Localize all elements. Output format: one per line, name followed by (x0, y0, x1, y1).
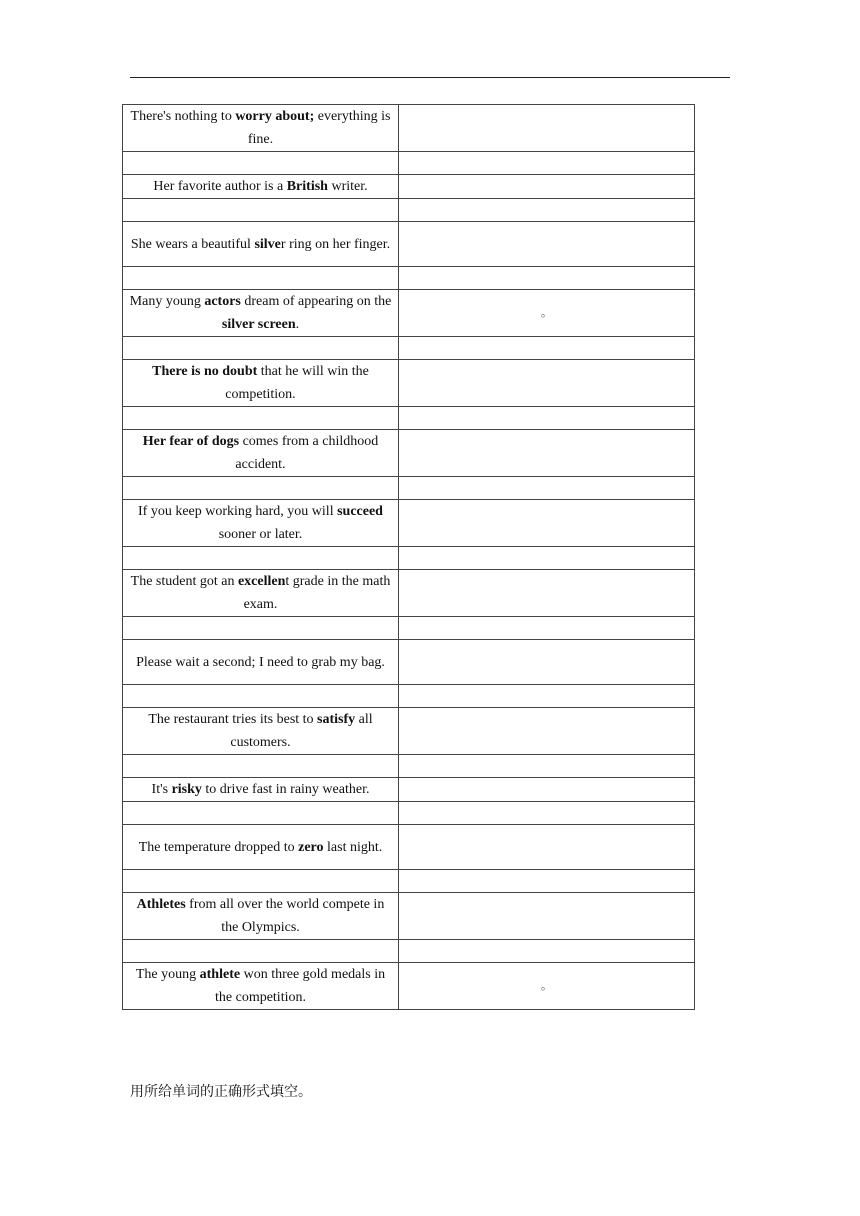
sentence-cell (123, 893, 399, 940)
sentence-cell (123, 175, 399, 199)
sentence-text: last night. (323, 839, 383, 855)
sentence-text: Please wait a second; I need to grab my bag. (136, 654, 385, 670)
spacer-row (123, 407, 695, 430)
spacer-cell (399, 940, 695, 963)
spacer-row (123, 337, 695, 360)
answer-cell (399, 570, 695, 617)
sentence-row (123, 963, 695, 1010)
answer-cell (399, 778, 695, 802)
sentence-cell (123, 222, 399, 267)
sentence-cell (123, 708, 399, 755)
answer-cell (399, 430, 695, 477)
spacer-cell (399, 407, 695, 430)
sentence-cell (123, 105, 399, 152)
spacer-cell (399, 617, 695, 640)
answer-cell (399, 708, 695, 755)
sentence-row (123, 500, 695, 547)
vocabulary-table (122, 104, 695, 1010)
spacer-cell (123, 802, 399, 825)
sentence-text: t grade in the math exam. (243, 574, 391, 612)
sentence-cell (123, 825, 399, 870)
spacer-cell (399, 755, 695, 778)
sentence-text: to drive fast in rainy weather. (201, 782, 370, 797)
sentence-text: The student got an (130, 574, 238, 589)
spacer-cell (123, 940, 399, 963)
spacer-row (123, 199, 695, 222)
sentence-row (123, 175, 695, 199)
instruction-text: 用所给单词的正确形式填空。 (130, 1084, 312, 1100)
spacer-cell (399, 547, 695, 570)
spacer-cell (123, 685, 399, 708)
sentence-row (123, 360, 695, 407)
sentence-text: The young (135, 967, 200, 982)
key-phrase: risky (171, 782, 202, 797)
spacer-cell (399, 870, 695, 893)
key-phrase: actors (204, 294, 241, 309)
spacer-cell (123, 407, 399, 430)
sentence-text: comes from a childhood accident. (235, 434, 379, 472)
sentence-text: won three gold medals in the competition. (215, 967, 386, 1005)
key-phrase: worry about; (235, 109, 315, 124)
key-phrase: excellen (237, 574, 286, 589)
sentence-row (123, 570, 695, 617)
key-phrase: athlete (199, 967, 241, 982)
answer-cell (399, 825, 695, 870)
sentence-text: writer. (327, 179, 368, 194)
spacer-row (123, 267, 695, 290)
sentence-cell (123, 570, 399, 617)
sentence-text: Her favorite author is a (153, 179, 287, 194)
spacer-cell (399, 152, 695, 175)
sentence-text: It's (151, 782, 172, 797)
key-phrase: British (286, 179, 328, 194)
spacer-cell (123, 337, 399, 360)
spacer-cell (399, 802, 695, 825)
sentence-text: sooner or later. (218, 527, 303, 542)
spacer-cell (399, 477, 695, 500)
sentence-row (123, 222, 695, 267)
vocabulary-table-body (123, 105, 695, 1010)
spacer-row (123, 152, 695, 175)
answer-cell (399, 893, 695, 940)
sentence-text: . (295, 317, 300, 332)
spacer-cell (399, 685, 695, 708)
spacer-cell (123, 870, 399, 893)
spacer-row (123, 547, 695, 570)
header-rule (130, 77, 730, 78)
answer-cell (399, 290, 695, 337)
spacer-cell (123, 152, 399, 175)
answer-text: 。 (541, 307, 552, 319)
sentence-row (123, 708, 695, 755)
key-phrase: zero (298, 839, 324, 855)
sentence-text: everything is fine. (247, 109, 391, 147)
key-phrase: satisfy (317, 712, 356, 727)
sentence-cell (123, 360, 399, 407)
answer-cell (399, 640, 695, 685)
sentence-cell (123, 430, 399, 477)
sentence-cell (123, 500, 399, 547)
spacer-row (123, 802, 695, 825)
sentence-text: all customers. (230, 712, 373, 750)
answer-cell (399, 963, 695, 1010)
key-phrase: Her fear of dogs (142, 434, 240, 449)
sentence-text: The restaurant tries its best to (148, 712, 318, 727)
spacer-row (123, 755, 695, 778)
sentence-text: that he will win the competition. (225, 364, 369, 402)
sentence-cell (123, 778, 399, 802)
key-phrase: succeed (337, 504, 383, 519)
answer-cell (399, 105, 695, 152)
sentence-text: The temperature dropped to (138, 839, 299, 855)
spacer-row (123, 477, 695, 500)
sentence-row (123, 825, 695, 870)
sentence-cell (123, 963, 399, 1010)
spacer-cell (123, 547, 399, 570)
sentence-row (123, 430, 695, 477)
sentence-text: from all over the world compete in the Olympics. (185, 897, 385, 935)
sentence-text: Many young (129, 294, 205, 309)
sentence-cell (123, 640, 399, 685)
answer-cell (399, 360, 695, 407)
sentence-text: She wears a beautiful (130, 236, 255, 252)
spacer-cell (399, 267, 695, 290)
key-phrase: Athletes (136, 897, 186, 912)
spacer-row (123, 685, 695, 708)
spacer-row (123, 870, 695, 893)
sentence-cell (123, 290, 399, 337)
sentence-row (123, 105, 695, 152)
answer-text: 。 (541, 980, 552, 992)
sentence-text: r ring on her finger. (280, 236, 391, 252)
key-phrase: silver screen (221, 317, 296, 332)
answer-cell (399, 500, 695, 547)
sentence-row (123, 778, 695, 802)
key-phrase: silve (254, 236, 281, 252)
sentence-row (123, 893, 695, 940)
answer-cell (399, 175, 695, 199)
sentence-row (123, 640, 695, 685)
spacer-cell (399, 337, 695, 360)
spacer-cell (123, 477, 399, 500)
spacer-cell (123, 617, 399, 640)
spacer-row (123, 940, 695, 963)
sentence-text: dream of appearing on the (240, 294, 392, 309)
sentence-row (123, 290, 695, 337)
spacer-cell (123, 755, 399, 778)
spacer-cell (399, 199, 695, 222)
answer-cell (399, 222, 695, 267)
spacer-row (123, 617, 695, 640)
spacer-cell (123, 199, 399, 222)
spacer-cell (123, 267, 399, 290)
key-phrase: There is no doubt (152, 364, 258, 379)
sentence-text: There's nothing to (130, 109, 236, 124)
sentence-text: If you keep working hard, you will (138, 504, 338, 519)
